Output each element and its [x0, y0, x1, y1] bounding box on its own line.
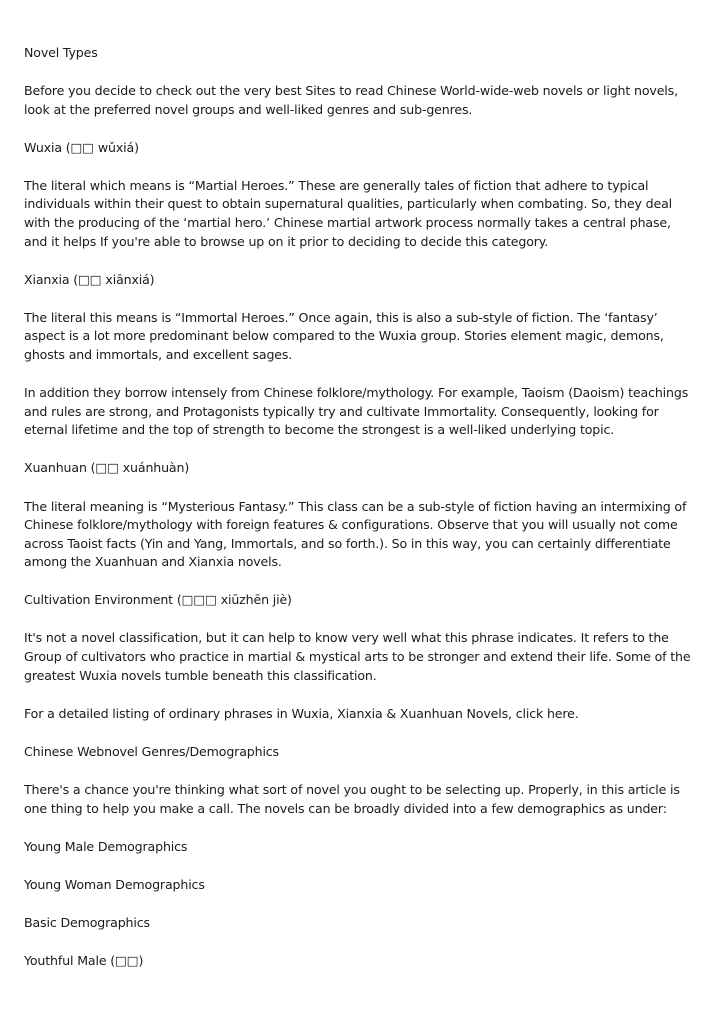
document-body — [24, 44, 696, 990]
paragraph-cultivation: It's not a novel classification, but it can help to know very well what this phrase indicates. It refers to the Group of cultivators who practice in martial & mystical arts to be stronger and extend their life. Some of the greatest Wuxia novels tumble beneath this classification. — [24, 630, 691, 683]
item-young-male-demographics: Young Male Demographics — [24, 838, 188, 854]
paragraph-demographics-intro: There's a chance you're thinking what sort of novel you ought to be selecting up. Properly, in this article is one thing to help you make a call. The novels can be broadly divided into a few demographics as under: — [24, 781, 680, 816]
heading-genres-demographics: Chinese Webnovel Genres/Demographics — [24, 743, 279, 759]
heading-novel-types: Novel Types — [24, 45, 98, 60]
item-basic-demographics: Basic Demographics — [24, 914, 150, 930]
heading-youthful-male: Youthful Male (□□) — [24, 952, 144, 968]
item-young-woman-demographics: Young Woman Demographics — [24, 876, 205, 892]
heading-xianxia: Xianxia (□□ xiānxiá) — [24, 271, 155, 287]
paragraph-xianxia-folklore: In addition they borrow intensely from Chinese folklore/mythology. For example, Taoism (Daoism) teachings and rules are strong, and Protagonists typically try and cultivate Immortality. Consequently, looking for eternal lifetime and the top of strength to become the strongest is a well-liked underlying topic. — [24, 385, 689, 438]
heading-wuxia: Wuxia (□□ wǔxiá) — [24, 139, 139, 155]
paragraph-phrases-listing: For a detailed listing of ordinary phrases in Wuxia, Xianxia & Xuanhuan Novels, click here. — [24, 705, 579, 721]
paragraph-intro: Before you decide to check out the very best Sites to read Chinese World-wide-web novels or light novels, look at the preferred novel groups and well-liked genres and sub-genres. — [24, 83, 678, 117]
paragraph-wuxia: The literal which means is “Martial Heroes.” These are generally tales of fiction that adhere to typical individuals within their quest to obtain supernatural qualities, particularly when combating. So, they deal with the producing of the ‘martial hero.’ Chinese martial artwork process normally takes a central phase, and it helps If you're able to browse up on it prior to deciding to decide this category. — [24, 177, 673, 249]
paragraph-xianxia: The literal this means is “Immortal Heroes.” Once again, this is also a sub-style of fiction. The ‘fantasy’ aspect is a lot more predominant below compared to the Wuxia group. Stories element magic, demons, ghosts and immortals, and excellent sages. — [24, 309, 664, 363]
paragraph-xuanhuan: The literal meaning is “Mysterious Fantasy.” This class can be a sub-style of fiction having an intermixing of Chinese folklore/mythology with foreign features & configurations. Observe that you will usually not come across Taoist facts (Yin and Yang, Immortals, and so forth.). So in this way, you can certainly differentiate among the Xuanhuan and Xianxia novels. — [24, 498, 687, 570]
heading-xuanhuan: Xuanhuan (□□ xuánhuàn) — [24, 460, 190, 476]
heading-cultivation-environment: Cultivation Environment (□□□ xiūzhēn jiè) — [24, 592, 292, 608]
